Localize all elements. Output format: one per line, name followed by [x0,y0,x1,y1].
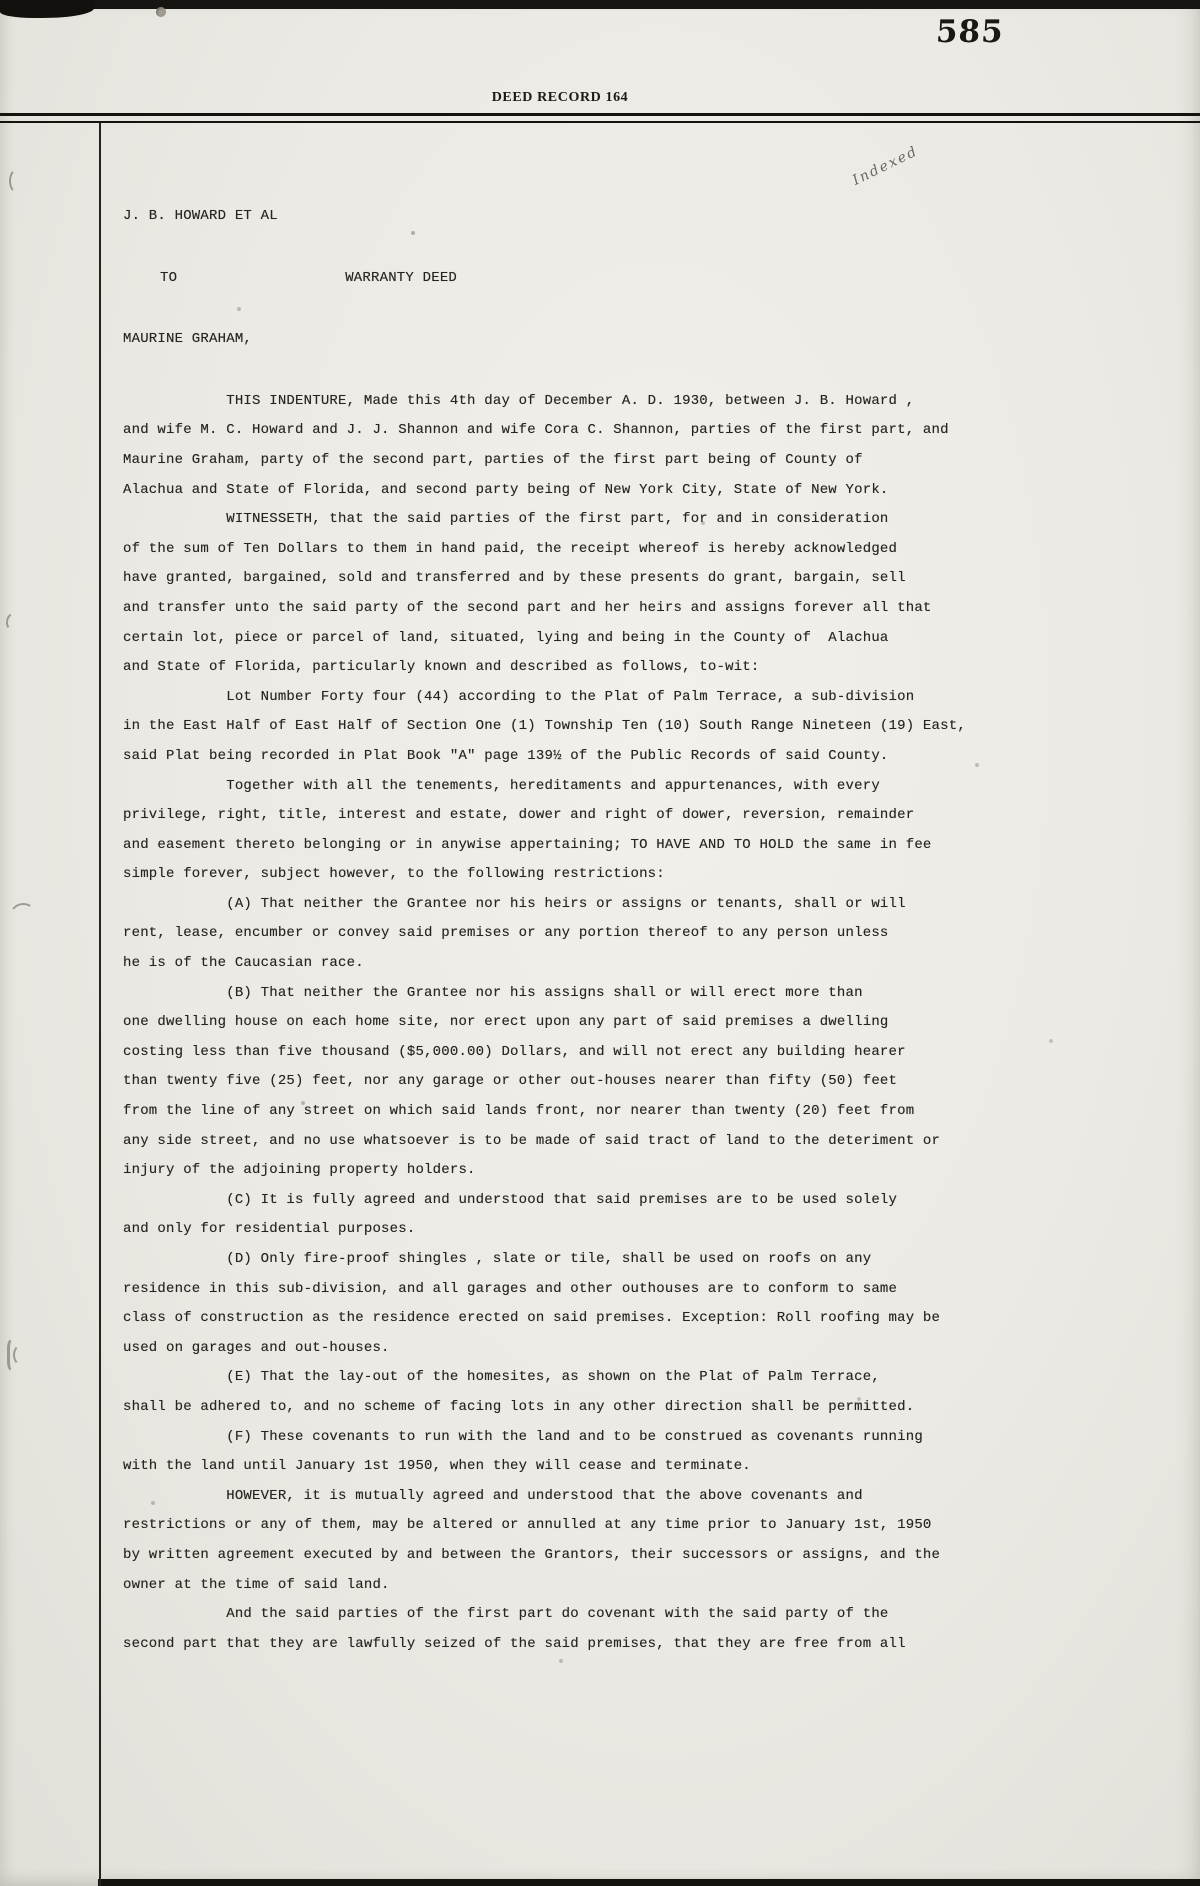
book-header-title: DEED RECORD 164 [491,90,629,105]
indexed-stamp: Indexed [850,143,921,189]
deed-text-line: (D) Only fire-proof shingles , slate or tile, shall be used on roofs on any [123,1251,872,1267]
deed-text-line: WITNESSETH, that the said parties of the first part, for and in consideration [123,511,889,528]
deed-text-line: HOWEVER, it is mutually agreed and understood that the above covenants and [123,1487,863,1504]
deed-text-line: one dwelling house on each home site, nor erect upon any part of said premises a dwelling [123,1014,889,1031]
deed-text-line: THIS INDENTURE, Made this 4th day of December A. D. 1930, between J. B. Howard , [123,392,915,409]
margin-pen-mark [8,901,38,929]
deed-text-line: Alachua and State of Florida, and second party being of New York City, State of New York. [123,481,889,498]
deed-text-line: (B) That neither the Grantee nor his assigns shall or will erect more than [123,984,863,1001]
margin-pen-mark [4,611,25,634]
deed-text-line: by written agreement executed by and between the Grantors, their successors or assigns, and the [123,1546,941,1563]
deed-text-line: certain lot, piece or parcel of land, situated, lying and being in the County of Alachua [123,629,889,646]
deed-text-line: restrictions or any of them, may be altered or annulled at any time prior to January 1st, 1950 [123,1517,932,1534]
scan-top-edge [0,0,1200,9]
deed-text-line: any side street, and no use whatsoever is to be made of said tract of land to the deteriment or [123,1132,941,1149]
instrument-title: WARRANTY DEED [345,269,458,286]
deed-text-line: second part that they are lawfully seized of the said premises, that they are free from all [123,1635,906,1652]
deed-text-line: And the said parties of the first part do covenant with the said party of the [123,1606,889,1623]
deed-text-line: costing less than five thousand ($5,000.00) Dollars, and will not erect any building hearer [123,1043,906,1060]
scan-bottom-edge [98,1879,1200,1886]
deed-text-line: and State of Florida, particularly known and described as follows, to-wit: [123,659,760,676]
deed-text-line: with the land until January 1st 1950, when they will cease and terminate. [123,1458,751,1475]
deed-text-line: (F) These covenants to run with the land and to be construed as covenants running [123,1428,923,1445]
margin-pen-mark [9,168,27,194]
deed-text-line: than twenty five (25) feet, nor any garage or other out-houses nearer than fifty (50) feet [123,1073,898,1090]
deed-paragraphs [123,387,1133,1660]
deed-text-line: from the line of any street on which said lands front, nor nearer than twenty (20) feet from [123,1103,915,1120]
deed-text-line: simple forever, subject however, to the following restrictions: [123,866,665,883]
deed-text-line: used on garages and out-houses. [123,1339,390,1356]
deed-text-line: of the sum of Ten Dollars to them in hand paid, the receipt whereof is hereby acknowledged [123,540,898,557]
grantor-line [123,202,1133,232]
deed-text-line: privilege, right, title, interest and estate, dower and right of dower, reversion, remainder [123,807,915,824]
deed-text-line: injury of the adjoining property holders. [123,1162,476,1179]
deed-text-line: Lot Number Forty four (44) according to the Plat of Palm Terrace, a sub-division [123,688,915,705]
left-margin-rule [99,123,101,1886]
binder-hole-artifact [156,7,166,17]
header-double-rule [0,113,1200,123]
deed-text-line: rent, lease, encumber or convey said premises or any portion thereof to any person unless [123,925,889,942]
page-number: 585 [935,14,1005,50]
deed-text-line: he is of the Caucasian race. [123,955,364,972]
grantee-line [123,325,1133,355]
deed-text-line: class of construction as the residence erected on said premises. Exception: Roll roofing may be [123,1310,941,1327]
deed-text-line: in the East Half of East Half of Section One (1) Township Ten (10) South Range Nineteen (19) East, [123,718,966,735]
deed-text-line: and only for residential purposes. [123,1221,416,1238]
grantee-name: MAURINE GRAHAM, [123,331,253,348]
scan-speckles [0,0,2,2]
deed-text-line: residence in this sub-division, and all garages and other outhouses are to conform to same [123,1280,898,1297]
deed-text-line: (A) That neither the Grantee nor his heirs or assigns or tenants, shall or will [123,895,906,912]
grantor-name: J. B. HOWARD ET AL [123,208,278,224]
deed-text-line: owner at the time of said land. [123,1576,390,1593]
margin-pen-mark [13,1344,31,1366]
deed-text-line: have granted, bargained, sold and transferred and by these presents do grant, bargain, sell [123,570,906,587]
deed-text-line: and easement thereto belonging or in anywise appertaining; TO HAVE AND TO HOLD the same in fee [123,836,932,853]
deed-text-line: (E) That the lay-out of the homesites, as shown on the Plat of Palm Terrace, [123,1369,880,1386]
scan-corner-blob [0,0,94,18]
deed-text-line: and transfer unto the said party of the second part and her heirs and assigns forever all that [123,599,932,616]
deed-text-line: Together with all the tenements, hereditaments and appurtenances, with every [123,777,880,794]
deed-text-line: Maurine Graham, party of the second part, parties of the first part being of County of [123,451,863,468]
deed-text-line: said Plat being recorded in Plat Book "A" page 139½ of the Public Records of said County. [123,747,889,764]
deed-text-line: (C) It is fully agreed and understood that said premises are to be used solely [123,1191,898,1208]
caption-to-label: TO [160,269,178,286]
deed-text-line: shall be adhered to, and no scheme of facing lots in any other direction shall be permitted. [123,1398,915,1415]
deed-text-line: and wife M. C. Howard and J. J. Shannon and wife Cora C. Shannon, parties of the first part, and [123,422,949,439]
deed-body [123,170,1133,1691]
caption-to-line [123,264,1133,294]
